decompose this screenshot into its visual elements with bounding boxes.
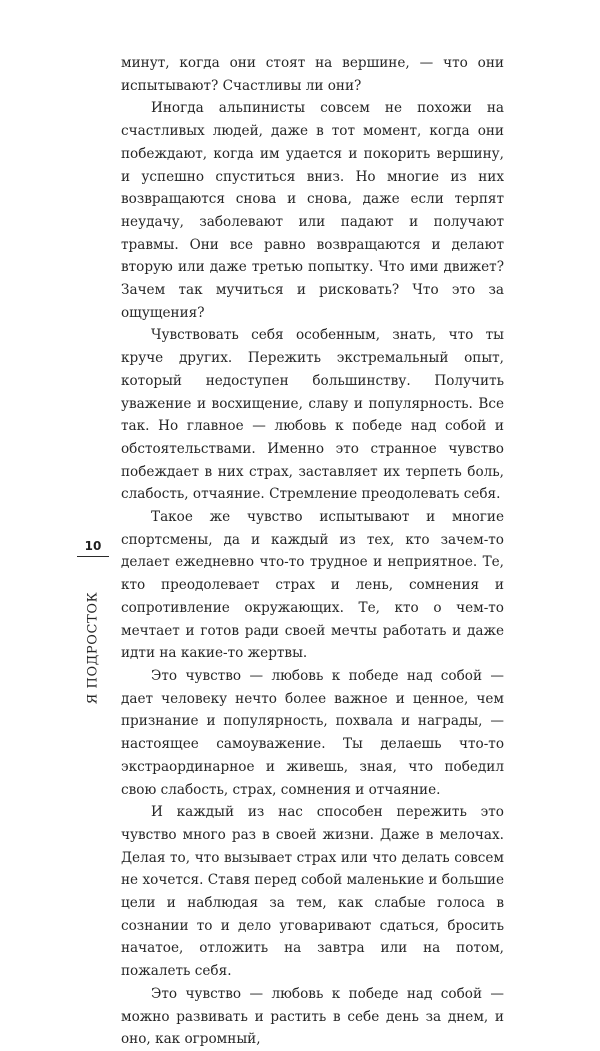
running-head: Я ПОДРОСТОК xyxy=(85,591,101,705)
paragraph: Чувствовать себя особенным, знать, что ты круче других. Пережить экстремальный опыт, который недоступен большинству. Получить уважение и восхищение, славу и популярность. Все так. Но главное — любовь к победе над собой и обстоятельствами. Именно это странное чувство побеждает в них страх, заставляет их терпеть боль, слабость, отчаяние. Стремление преодолевать себя. xyxy=(121,327,504,503)
paragraph: Такое же чувство испытывают и многие спортсмены, да и каждый из тех, кто зачем-то делает ежедневно что-то трудное и неприятное. Те, кто преодолевает страх и лень, сомнения и сопротивление окружающих. Те, кто о чем-то мечтает и готов ради своей мечты работать и даже идти на какие-то жертвы. xyxy=(121,509,504,662)
paragraph: Это чувство — любовь к победе над собой — дает человеку нечто более важное и ценное, чем признание и популярность, похвала и награды, — настоящее самоуважение. Ты делаешь что-то экстраординарное и живешь, зная, что победил свою слабость, страх, сомнения и отчаяние. xyxy=(121,667,504,798)
body-text xyxy=(121,52,504,1051)
paragraph: Иногда альпинисты совсем не похожи на счастливых людей, даже в тот момент, когда они побеждают, когда им удается и покорить вершину, и успешно спуститься вниз. Но многие из них возвращаются снова и снова, даже если терпят неудачу, заболевают или падают и получают травмы. Они все равно возвращаются и делают вторую или даже третью попытку. Что ими движет? Зачем так мучиться и рисковать? Что это за ощущения? xyxy=(121,100,504,321)
paragraph: И каждый из нас способен пережить это чувство много раз в своей жизни. Даже в мелочах. Делая то, что вызывает страх или что делать совсем не хочется. Ставя перед собой маленькие и большие цели и наблюдая за тем, как слабые голоса в сознании то и дело уговаривают сдаться, бросить начатое, отложить на завтра или на потом, пожалеть себя. xyxy=(121,804,504,980)
paragraph-continued: минут, когда они стоят на вершине, — что они испытывают? Счастливы ли они? xyxy=(121,55,504,94)
page-number: 10 xyxy=(84,539,102,553)
paragraph-last: Это чувство — любовь к победе над собой — можно развивать и растить в себе день за днем, и оно, как огромный, xyxy=(121,985,504,1048)
page-number-rule xyxy=(77,556,109,557)
